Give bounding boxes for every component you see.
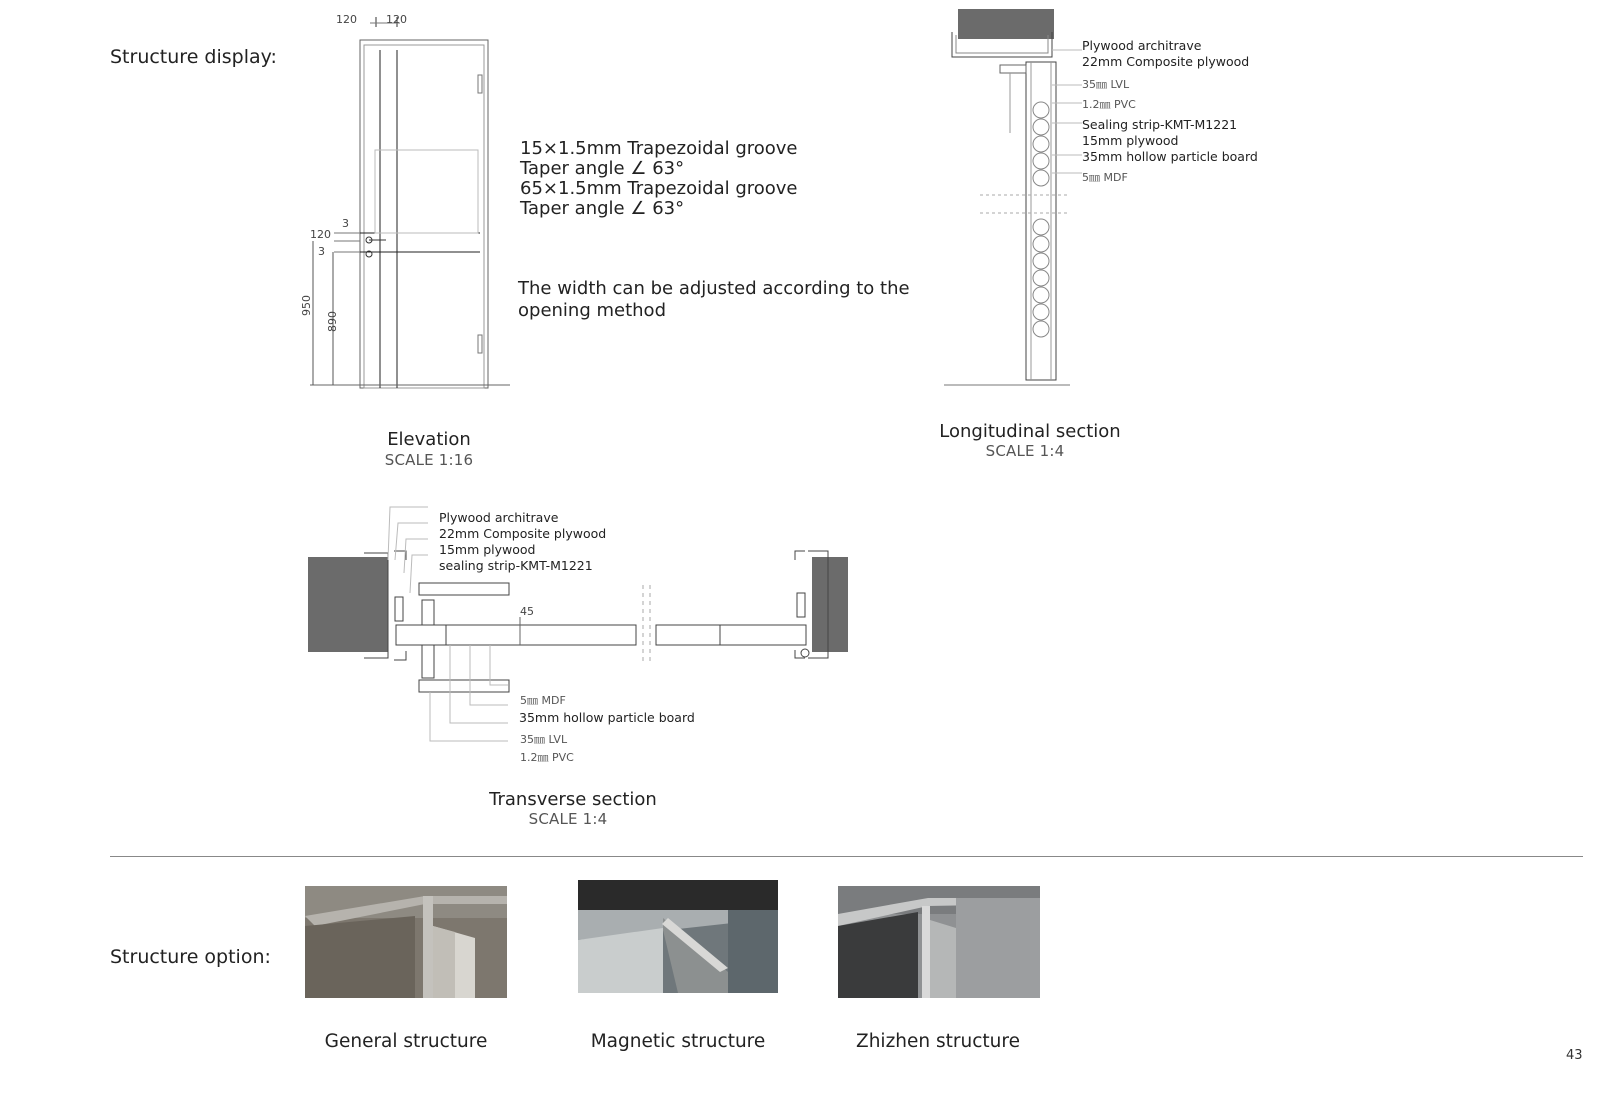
zhizhen-structure-image: [838, 886, 1040, 998]
width-note-1: The width can be adjusted according to the: [518, 278, 910, 299]
dim-120: 120: [310, 228, 331, 241]
section-divider: [110, 856, 1583, 857]
dim-890: 890: [326, 311, 339, 332]
long-label-8: 5㎜ MDF: [1082, 171, 1128, 184]
trans-top-label-3: 15mm plywood: [439, 542, 536, 557]
dim-3b: 3: [318, 245, 325, 258]
structure-display-label: Structure display:: [110, 46, 277, 68]
trans-bottom-label-2: 35mm hollow particle board: [519, 710, 695, 725]
option-name-general: General structure: [324, 1031, 488, 1052]
long-label-5: Sealing strip-KMT-M1221: [1082, 117, 1238, 132]
trans-top-label-2: 22mm Composite plywood: [439, 526, 607, 541]
dim-950: 950: [300, 295, 313, 316]
width-note-2: opening method: [518, 300, 666, 321]
transverse-title: Transverse section: [489, 789, 657, 810]
long-label-1: Plywood architrave: [1082, 38, 1202, 53]
trans-bottom-label-3: 35㎜ LVL: [520, 733, 568, 746]
long-label-6: 15mm plywood: [1082, 133, 1179, 148]
longitudinal-title: Longitudinal section: [939, 421, 1121, 442]
groove-line-3: 65×1.5mm Trapezoidal groove: [520, 178, 798, 199]
page-number: 43: [1566, 1048, 1583, 1063]
long-label-2: 22mm Composite plywood: [1082, 54, 1250, 69]
trans-bottom-label-1: 5㎜ MDF: [520, 694, 566, 707]
long-label-3: 35㎜ LVL: [1082, 78, 1130, 91]
groove-line-1: 15×1.5mm Trapezoidal groove: [520, 138, 798, 159]
general-structure-image: [305, 886, 507, 998]
elevation-scale: SCALE 1:16: [384, 451, 474, 469]
longitudinal-labels: [1082, 38, 1258, 185]
dim-top-b: 120: [386, 13, 407, 26]
structure-option-label: Structure option:: [110, 946, 271, 968]
trans-top-label-1: Plywood architrave: [439, 510, 559, 525]
magnetic-structure-image: [578, 880, 778, 993]
trans-top-label-4: sealing strip-KMT-M1221: [439, 558, 593, 573]
groove-notes: [520, 139, 798, 219]
transverse-top-labels: [439, 510, 606, 574]
dim-3a: 3: [342, 217, 349, 230]
trans-bottom-label-4: 1.2㎜ PVC: [520, 751, 574, 764]
long-label-7: 35mm hollow particle board: [1082, 149, 1258, 164]
trans-dim-45: 45: [520, 605, 534, 618]
elevation-title: Elevation: [387, 429, 471, 450]
option-name-magnetic: Magnetic structure: [590, 1031, 766, 1052]
groove-line-2: Taper angle ∠ 63°: [520, 158, 685, 179]
long-label-4: 1.2㎜ PVC: [1082, 98, 1136, 111]
elevation-drawing: [300, 5, 540, 405]
option-name-zhizhen: Zhizhen structure: [856, 1031, 1020, 1052]
groove-line-4: Taper angle ∠ 63°: [520, 198, 685, 219]
dim-top-a: 120: [336, 13, 357, 26]
transverse-scale: SCALE 1:4: [528, 810, 608, 828]
longitudinal-scale: SCALE 1:4: [985, 442, 1065, 460]
